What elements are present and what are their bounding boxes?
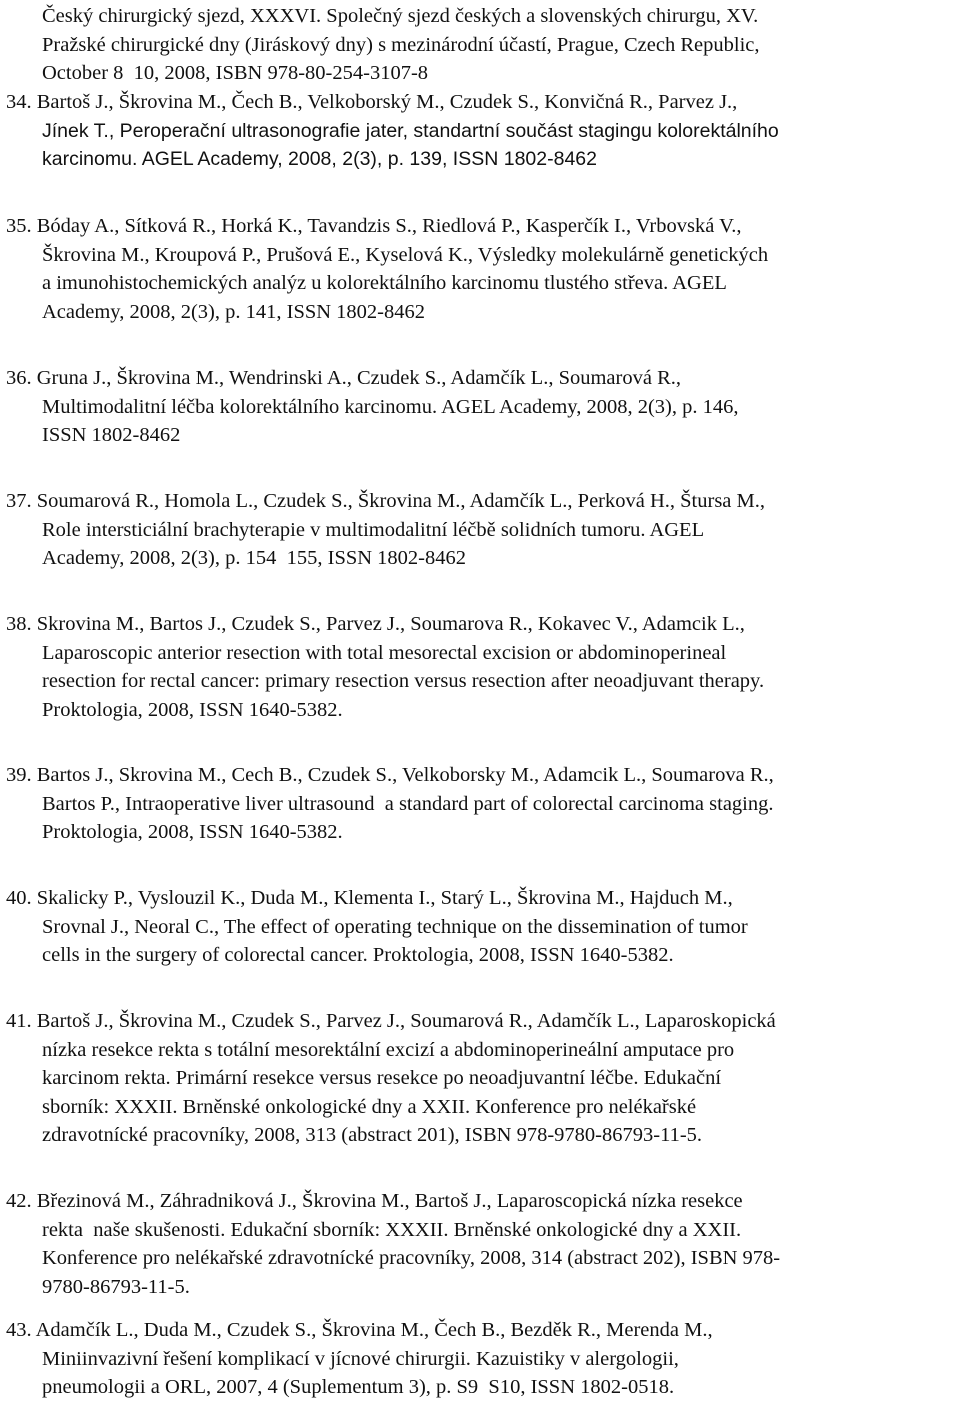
reference-line: Proktologia, 2008, ISSN 1640-5382. <box>42 821 343 844</box>
reference-line: Škrovina M., Kroupová P., Prušová E., Kyselová K., Výsledky molekulárně genetických <box>42 243 769 266</box>
reference-number: 35. <box>6 215 32 237</box>
reference-entry-37 <box>0 487 960 573</box>
reference-line: resection for rectal cancer: primary resection versus resection after neoadjuvant therapy. <box>42 670 765 693</box>
reference-line: 35. Bóday A., Sítková R., Horká K., Tavandzis S., Riedlová P., Kasperčík I., Vrbovská V., <box>6 215 742 237</box>
reference-number: 41. <box>6 1010 32 1032</box>
reference-line: 41. Bartoš J., Škrovina M., Czudek S., Parvez J., Soumarová R., Adamčík L., Laparoskopická <box>6 1010 776 1032</box>
reference-line: 39. Bartos J., Skrovina M., Cech B., Czudek S., Velkoborsky M., Adamcik L., Soumarova R., <box>6 764 774 786</box>
reference-entry-39 <box>0 761 960 847</box>
reference-number: 42. <box>6 1190 32 1212</box>
reference-entry-43 <box>0 1316 960 1402</box>
reference-line: 9780-86793-11-5. <box>42 1275 190 1298</box>
reference-line: 36. Gruna J., Škrovina M., Wendrinski A., Czudek S., Adamčík L., Soumarová R., <box>6 367 681 389</box>
reference-line: Proktologia, 2008, ISSN 1640-5382. <box>42 698 343 721</box>
reference-entry-40 <box>0 884 960 970</box>
reference-line: Multimodalitní léčba kolorektálního karcinomu. AGEL Academy, 2008, 2(3), p. 146, <box>42 395 739 418</box>
reference-line: 34. Bartoš J., Škrovina M., Čech B., Velkoborský M., Czudek S., Konvičná R., Parvez J., <box>6 91 738 113</box>
reference-line: rekta naše skušenosti. Edukační sborník: XXXII. Brněnské onkologické dny a XXII. <box>42 1218 742 1241</box>
reference-line: Srovnal J., Neoral C., The effect of operating technique on the dissemination of tumor <box>42 915 748 938</box>
reference-line: sborník: XXXII. Brněnské onkologické dny a XXII. Konference pro nelékařské <box>42 1095 697 1118</box>
reference-line: Academy, 2008, 2(3), p. 141, ISSN 1802-8462 <box>42 300 426 323</box>
reference-line: karcinomu. AGEL Academy, 2008, 2(3), p. 139, ISSN 1802-8462 <box>42 148 597 171</box>
reference-line: October 8 10, 2008, ISBN 978-80-254-3107-8 <box>42 62 429 85</box>
reference-number: 39. <box>6 764 32 786</box>
reference-line: 37. Soumarová R., Homola L., Czudek S., Škrovina M., Adamčík L., Perková H., Štursa M., <box>6 490 766 512</box>
reference-number: 38. <box>6 613 32 635</box>
reference-continuation <box>0 2 960 88</box>
reference-entry-35 <box>0 212 960 326</box>
reference-entry-38 <box>0 610 960 724</box>
reference-line: a imunohistochemických analýz u kolorektálního karcinomu tlustého střeva. AGEL <box>42 272 727 295</box>
reference-line: cells in the surgery of colorectal cancer. Proktologia, 2008, ISSN 1640-5382. <box>42 944 674 967</box>
reference-line: Miniinvazivní řešení komplikací v jícnové chirurgii. Kazuistiky v alergologii, <box>42 1347 679 1370</box>
reference-line: 38. Skrovina M., Bartos J., Czudek S., Parvez J., Soumarova R., Kokavec V., Adamcik L., <box>6 613 745 635</box>
reference-line: pneumologii a ORL, 2007, 4 (Suplementum 3), p. S9 S10, ISSN 1802-0518. <box>42 1376 675 1399</box>
reference-line: Laparoscopic anterior resection with total mesorectal excision or abdominoperineal <box>42 641 727 664</box>
reference-line: nízka resekce rekta s totální mesorektální excizí a abdominoperineální amputace pro <box>42 1038 735 1061</box>
reference-entry-42 <box>0 1187 960 1301</box>
reference-line: ISSN 1802-8462 <box>42 424 181 447</box>
reference-line: karcinom rekta. Primární resekce versus resekce po neoadjuvantní léčbe. Edukační <box>42 1067 722 1090</box>
reference-line: Český chirurgický sjezd, XXXVI. Společný sjezd českých a slovenských chirurgu, XV. <box>42 5 759 27</box>
reference-line: Bartos P., Intraoperative liver ultrasound a standard part of colorectal carcinoma staging. <box>42 792 774 815</box>
reference-line: 42. Březinová M., Záhradniková J., Škrovina M., Bartoš J., Laparoscopická nízka resekce <box>6 1190 743 1212</box>
reference-entry-41 <box>0 1007 960 1150</box>
reference-line: Academy, 2008, 2(3), p. 154 155, ISSN 1802-8462 <box>42 547 467 570</box>
reference-number: 37. <box>6 490 32 512</box>
reference-number: 36. <box>6 367 32 389</box>
reference-line: Konference pro nelékařské zdravotnícké pracovníky, 2008, 314 (abstract 202), ISBN 978- <box>42 1247 781 1270</box>
reference-line: 43. Adamčík L., Duda M., Czudek S., Škrovina M., Čech B., Bezděk R., Merenda M., <box>6 1319 713 1341</box>
reference-line: 40. Skalicky P., Vyslouzil K., Duda M., Klementa I., Starý L., Škrovina M., Hajduch M., <box>6 887 733 909</box>
reference-entry-36 <box>0 364 960 450</box>
reference-number: 40. <box>6 887 32 909</box>
reference-line: zdravotnícké pracovníky, 2008, 313 (abstract 201), ISBN 978-9780-86793-11-5. <box>42 1124 703 1147</box>
reference-number: 43. <box>6 1319 32 1341</box>
reference-line: Pražské chirurgické dny (Jiráskový dny) s mezinárodní účastí, Prague, Czech Republic, <box>42 33 760 56</box>
reference-entry-34 <box>0 88 960 174</box>
reference-line: Jínek T., Peroperační ultrasonografie jater, standartní součást stagingu kolorektálního <box>42 119 779 142</box>
reference-line: Role intersticiální brachyterapie v multimodalitní léčbě solidních tumoru. AGEL <box>42 518 705 541</box>
reference-number: 34. <box>6 91 32 113</box>
